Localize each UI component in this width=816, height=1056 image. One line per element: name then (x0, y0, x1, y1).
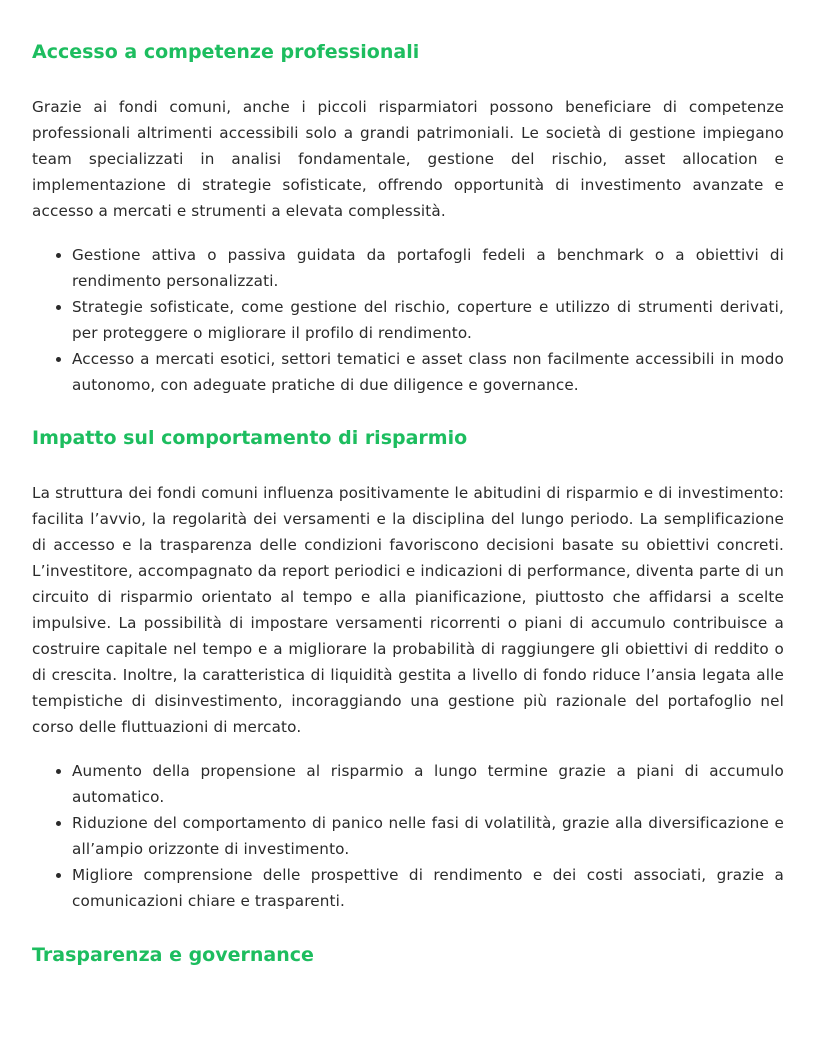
section-heading: Trasparenza e governance (32, 944, 314, 966)
section-trasparenza (32, 941, 784, 969)
list-item: • Riduzione del comportamento di panico nelle fasi di volatilità, grazie alla diversificazione e all’ampio orizzonte di investimento. (72, 810, 784, 862)
list-item: • Migliore comprensione delle prospettive di rendimento e dei costi associati, grazie a comunicazioni chiare e trasparenti. (72, 862, 784, 914)
section-paragraph: Grazie ai fondi comuni, anche i piccoli risparmiatori possono beneficiare di competenze professionali altrimenti accessibili solo a grandi patrimoniali. Le società di gestione impiegano team specializzati in analisi fondamentale, gestione del rischio, asset allocation e implementazione di strategie sofisticate, offrendo opportunità di investimento avanzate e accesso a mercati e strumenti a elevata complessità. (32, 98, 784, 220)
list-item: • Accesso a mercati esotici, settori tematici e asset class non facilmente accessibili in modo autonomo, con adeguate pratiche di due diligence e governance. (72, 346, 784, 398)
list-item: • Aumento della propensione al risparmio a lungo termine grazie a piani di accumulo automatico. (72, 758, 784, 810)
list-item: • Strategie sofisticate, come gestione del rischio, coperture e utilizzo di strumenti derivati, per proteggere o migliorare il profilo di rendimento. (72, 294, 784, 346)
section-heading: Accesso a competenze professionali (32, 41, 420, 63)
bullet-list (32, 758, 784, 914)
list-item: • Gestione attiva o passiva guidata da portafogli fedeli a benchmark o a obiettivi di rendimento personalizzati. (72, 242, 784, 294)
bullet-list (32, 242, 784, 398)
section-heading: Impatto sul comportamento di risparmio (32, 427, 468, 449)
section-paragraph: La struttura dei fondi comuni influenza positivamente le abitudini di risparmio e di investimento: facilita l’avvio, la regolarità dei versamenti e la disciplina del lungo periodo. La semplificazione di accesso e la trasparenza delle condizioni favoriscono decisioni basate su obiettivi concreti. L’investitore, accompagnato da report periodici e indicazioni di performance, diventa parte di un circuito di risparmio orientato al tempo e alla pianificazione, piuttosto che affidarsi a scelte impulsive. La possibilità di impostare versamenti ricorrenti o piani di accumulo contribuisce a costruire capitale nel tempo e a migliorare la probabilità di raggiungere gli obiettivi di reddito o di crescita. Inoltre, la caratteristica di liquidità gestita a livello di fondo riduce l’ansia legata alle tempistiche di disinvestimento, incoraggiando una gestione più razionale del portafoglio nel corso delle fluttuazioni di mercato. (32, 484, 784, 736)
section-comportamento (32, 424, 784, 914)
section-competenze (32, 38, 784, 398)
